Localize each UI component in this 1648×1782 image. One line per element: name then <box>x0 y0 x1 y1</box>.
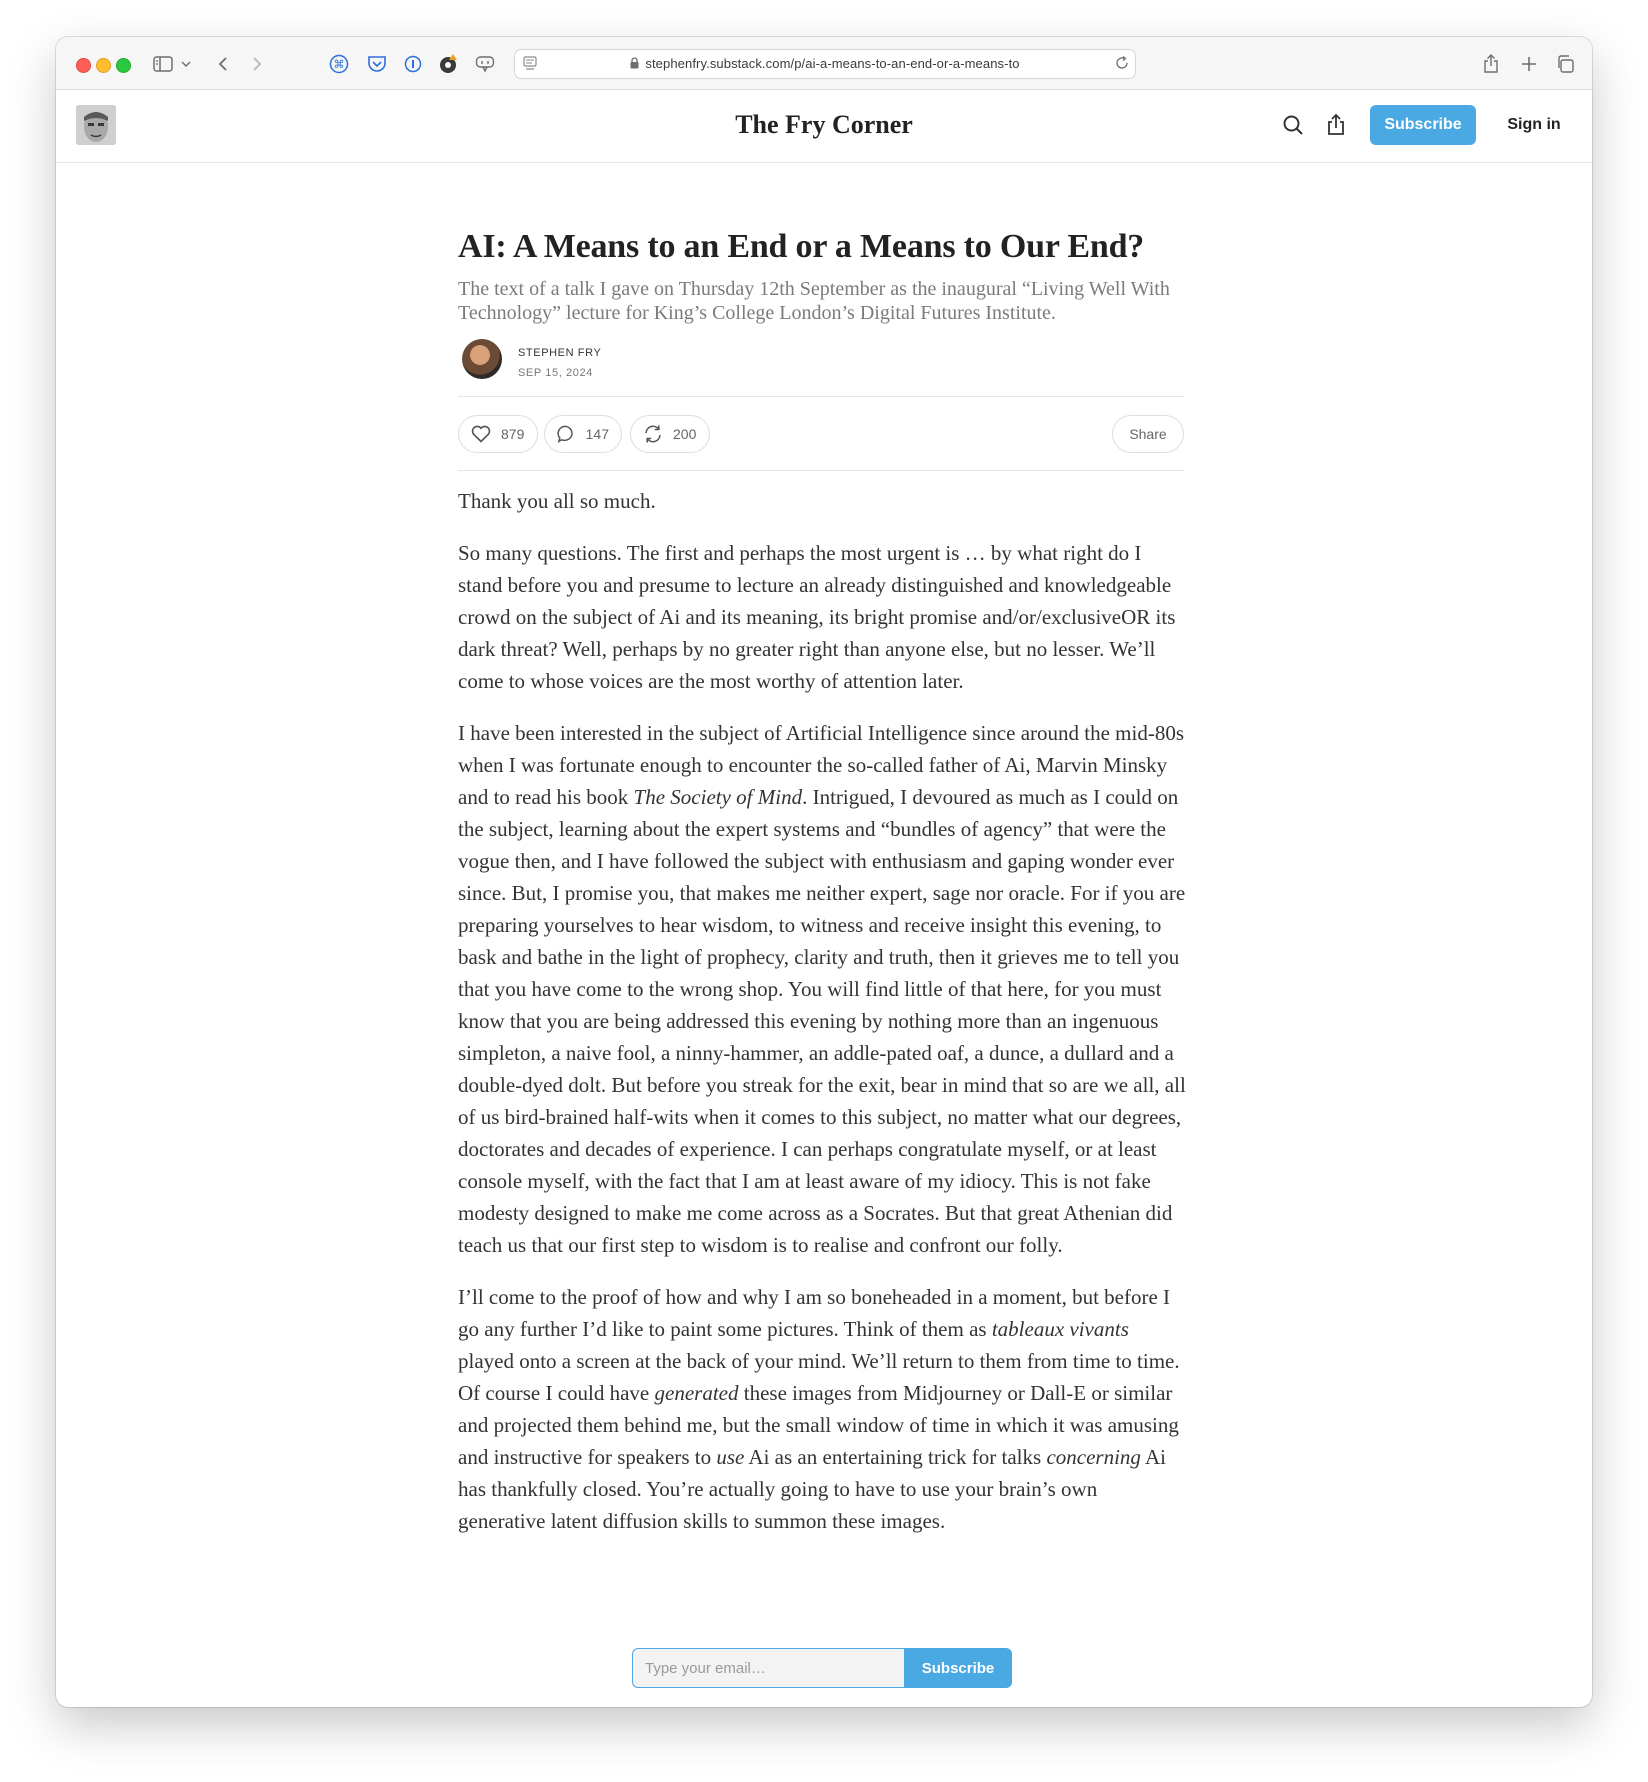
subscribe-button[interactable]: Subscribe <box>1370 105 1476 145</box>
share-button[interactable]: Share <box>1112 415 1184 453</box>
svg-text:⌘: ⌘ <box>333 58 345 71</box>
browser-window <box>56 37 1592 1707</box>
url-field[interactable] <box>515 56 1135 72</box>
like-button[interactable] <box>458 415 538 453</box>
comments-button[interactable] <box>544 415 622 453</box>
post-subtitle: The text of a talk I gave on Thursday 12th September as the inaugural “Living Well With Technology” lecture for King’s College London’s Digital Futures Institute. <box>458 278 1170 324</box>
restack-button[interactable] <box>630 415 710 453</box>
reload-icon[interactable] <box>1115 56 1129 75</box>
author-avatar[interactable] <box>462 339 502 379</box>
pocket-icon[interactable] <box>364 51 390 77</box>
sidebar-icon[interactable] <box>150 51 176 77</box>
forward-icon[interactable] <box>244 51 270 77</box>
lock-icon <box>630 57 639 72</box>
back-icon[interactable] <box>210 51 236 77</box>
paragraph: So many questions. The first and perhaps the most urgent is … by what right do I stand before you and presume to lecture an already distinguished and knowledgeable crowd on the subject of Ai and its meaning, its bright promise and/or/exclusiveOR its dark threat? Well, perhaps by no greater right than anyone else, but no lesser. We’ll come to whose voices are the most worthy of attention later. <box>458 541 1176 693</box>
heart-icon <box>471 425 491 443</box>
sign-in-button[interactable]: Sign in <box>1488 105 1580 145</box>
divider <box>458 470 1184 471</box>
paragraph: Thank you all so much. <box>458 489 656 513</box>
site-header <box>56 90 1592 163</box>
book-title: The Society of Mind <box>633 785 803 809</box>
minimize-window-button[interactable] <box>96 58 111 73</box>
share-icon[interactable] <box>1478 51 1504 77</box>
paragraph: I have been interested in the subject of Artificial Intelligence since around the mid-80s when I was fortunate enough to encounter the so-called father of Ai, Marvin Minsky and to read his book The Society of Mind. Intrigued, I devoured as much as I could on the subject, learning about the expert systems and “bundles of agency” that were the vogue then, and I have followed the subject with enthusiasm and gaping wonder ever since. But, I promise you, that makes me neither expert, sage nor oracle. For if you are preparing yourselves to hear wisdom, to witness and receive insight this evening, to bask and bathe in the light of prophecy, clarity and truth, then it grieves me to tell you that you have come to the wrong shop. You will find little of that here, for you must know that you are being addressed this evening by nothing more than an ingenuous simpleton, a naive fool, a ninny-hammer, an addle-pated oaf, a dunce, a dullard and a double-dyed dolt. But before you streak for the exit, bear in mind that so are we all, all of us bird-brained half-wits when it comes to this subject, no matter what our degrees, doctorates and decades of experience. I can perhaps congratulate myself, or at least console myself, with the fact that I am at least aware of my idiocy. This is not fake modesty designed to make me come across as a Socrates. But that great Athenian did teach us that our first step to wisdom is to realise and confront our folly. <box>458 721 1186 1257</box>
extension-chat-icon[interactable] <box>472 51 498 77</box>
restack-icon <box>643 424 663 444</box>
url-text: stephenfry.substack.com/p/ai-a-means-to-an-end-or-a-means-to <box>645 56 1020 71</box>
search-icon[interactable] <box>1282 114 1306 138</box>
like-count: 879 <box>501 426 525 442</box>
comment-count: 147 <box>585 426 609 442</box>
site-title[interactable]: The Fry Corner <box>735 110 913 139</box>
extension-command-icon[interactable] <box>326 51 352 77</box>
close-window-button[interactable] <box>76 58 91 73</box>
author-name[interactable]: STEPHEN FRY <box>518 347 602 359</box>
onepassword-icon[interactable] <box>400 51 426 77</box>
divider <box>458 396 1184 397</box>
tab-overview-icon[interactable] <box>1552 51 1578 77</box>
email-input[interactable] <box>632 1648 904 1688</box>
address-bar[interactable] <box>514 49 1136 79</box>
paragraph: I’ll come to the proof of how and why I am so boneheaded in a moment, but before I go any further I’d like to paint some pictures. Think of them as tableaux vivants played onto a screen at the back of your mind. We’ll return to them from time to time. Of course I could have generated these images from Midjourney or Dall-E or similar and projected them behind me, but the small window of time in which it was amusing and instructive for speakers to use Ai as an entertaining trick for talks concerning Ai has thankfully closed. You’re actually going to have to use your brain’s own generative latent diffusion skills to summon these images. <box>458 1285 1180 1533</box>
zoom-window-button[interactable] <box>116 58 131 73</box>
subscribe-bar <box>632 1648 1012 1688</box>
subscribe-email-button[interactable]: Subscribe <box>904 1648 1012 1688</box>
restack-count: 200 <box>673 426 697 442</box>
share-icon[interactable] <box>1326 114 1350 138</box>
comment-icon <box>557 424 576 444</box>
article-body <box>458 485 1188 1557</box>
browser-toolbar <box>56 37 1592 90</box>
new-tab-icon[interactable] <box>1516 51 1542 77</box>
post-title: AI: A Means to an End or a Means to Our End? <box>458 228 1145 265</box>
chevron-down-icon[interactable] <box>178 51 194 77</box>
post-date: SEP 15, 2024 <box>518 367 593 379</box>
extension-gear-icon[interactable] <box>436 51 462 77</box>
